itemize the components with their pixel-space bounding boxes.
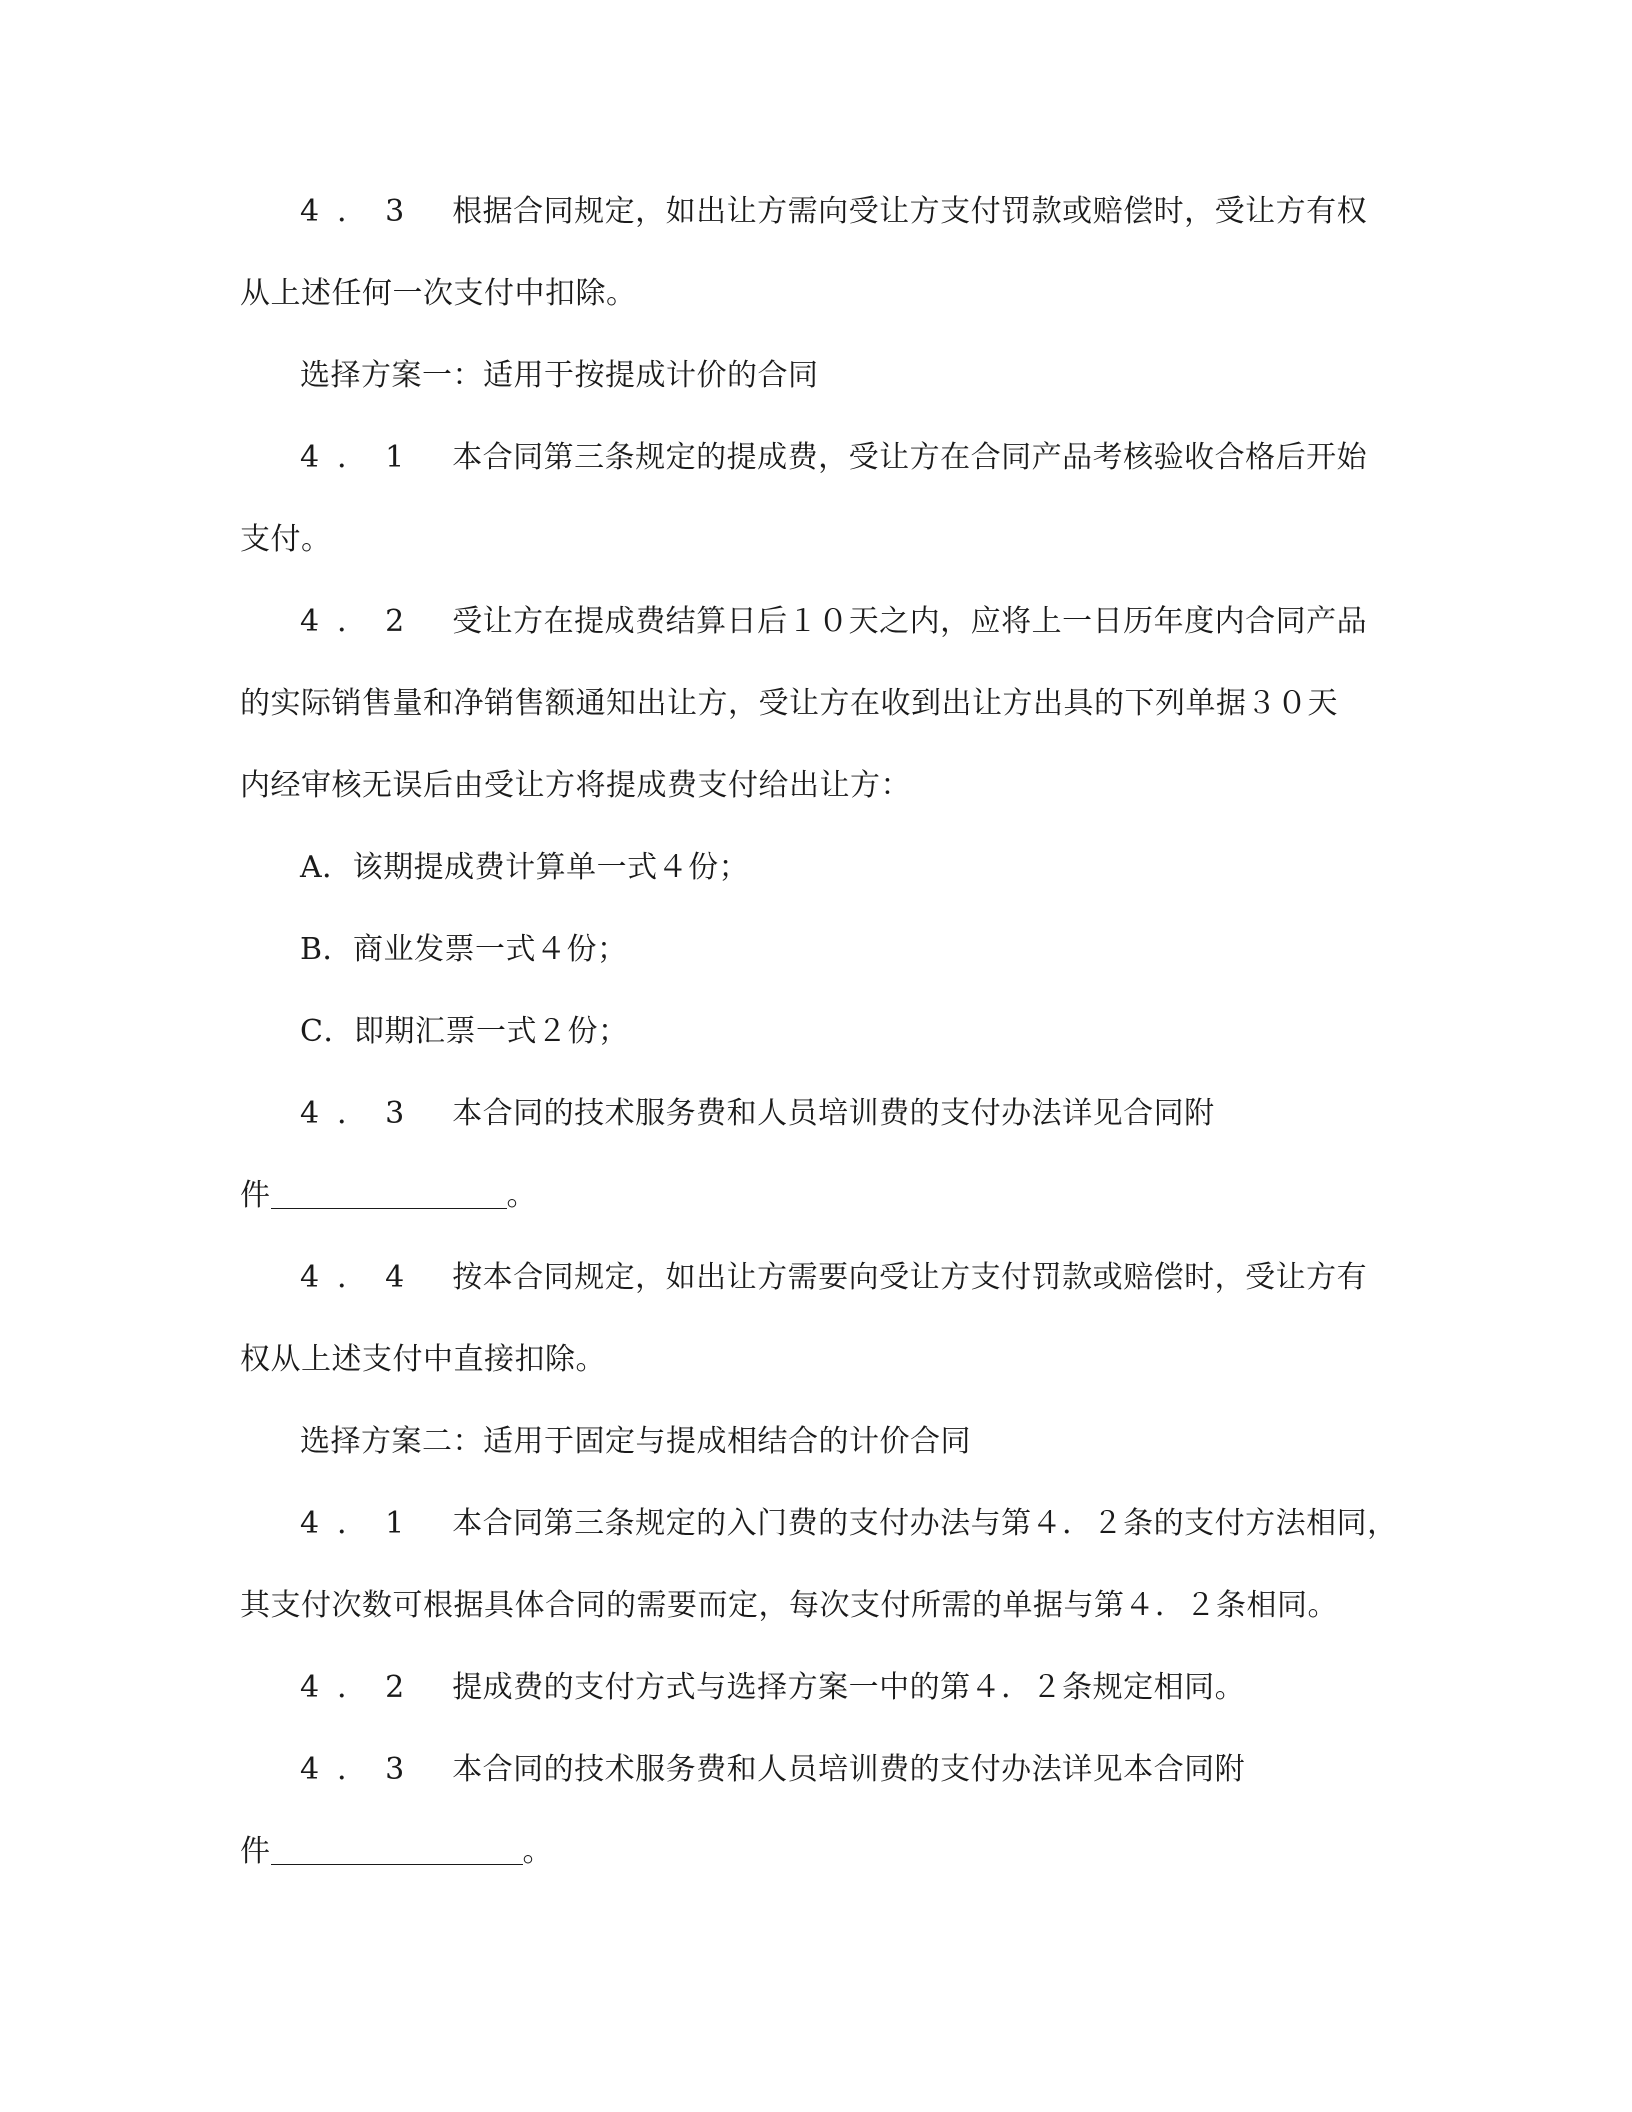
clause-number: 4．2	[300, 604, 423, 639]
paragraph-text: 权从上述支付中直接扣除。	[240, 1342, 606, 1377]
option-two-clause-4-3-line-1	[300, 1750, 1450, 1790]
clause-4-3-line-2	[240, 274, 1390, 314]
paragraph-text: 的实际销售量和净销售额通知出让方，受让方在收到出让方出具的下列单据３０天	[240, 686, 1338, 721]
option-two-heading	[300, 1422, 1450, 1462]
clause-number: 4．4	[300, 1260, 423, 1295]
option-two-clause-4-1-line-2	[240, 1586, 1390, 1626]
paragraph-text: 。	[522, 1834, 553, 1869]
list-item-text: B．商业发票一式４份；	[300, 932, 628, 967]
clause-text: 提成费的支付方式与选择方案一中的第４．２条规定相同。	[452, 1670, 1246, 1705]
option-one-clause-4-4-line-2	[240, 1340, 1390, 1380]
paragraph-text: 件	[240, 1834, 271, 1869]
clause-number: 4．3	[300, 194, 423, 229]
paragraph-text: 其支付次数可根据具体合同的需要而定，每次支付所需的单据与第４．２条相同。	[240, 1588, 1338, 1623]
clause-text: 根据合同规定，如出让方需向受让方支付罚款或赔偿时，受让方有权	[452, 194, 1368, 229]
clause-number: 4．2	[300, 1670, 423, 1705]
clause-text: 按本合同规定，如出让方需要向受让方支付罚款或赔偿时，受让方有	[452, 1260, 1368, 1295]
paragraph-text: 件	[240, 1178, 271, 1213]
clause-text: 本合同第三条规定的提成费，受让方在合同产品考核验收合格后开始	[452, 440, 1368, 475]
option-one-clause-4-3-line-2	[240, 1176, 1390, 1216]
list-item-b	[300, 930, 1450, 970]
option-two-clause-4-1-line-1	[300, 1504, 1450, 1544]
option-one-clause-4-1-line-2	[240, 520, 1390, 560]
clause-4-3-line-1	[300, 192, 1450, 232]
paragraph-text: 支付。	[240, 522, 332, 557]
option-one-clause-4-3-line-1	[300, 1094, 1450, 1134]
paragraph-text: 从上述任何一次支付中扣除。	[240, 276, 637, 311]
clause-text: 本合同的技术服务费和人员培训费的支付办法详见本合同附	[452, 1752, 1246, 1787]
option-two-clause-4-2	[300, 1668, 1450, 1708]
clause-number: 4．1	[300, 440, 423, 475]
clause-number: 4．3	[300, 1096, 423, 1131]
section-heading: 选择方案二：适用于固定与提成相结合的计价合同	[300, 1424, 971, 1459]
list-item-a	[300, 848, 1450, 888]
option-one-clause-4-2-line-1	[300, 602, 1450, 642]
option-one-heading	[300, 356, 1450, 396]
option-two-clause-4-3-line-2	[240, 1832, 1390, 1872]
clause-text: 本合同第三条规定的入门费的支付办法与第４．２条的支付方法相同，	[452, 1506, 1398, 1541]
paragraph-text: 内经审核无误后由受让方将提成费支付给出让方：	[240, 768, 911, 803]
paragraph-text: 。	[506, 1178, 537, 1213]
option-one-clause-4-2-line-2	[240, 684, 1390, 724]
clause-text: 本合同的技术服务费和人员培训费的支付办法详见合同附	[452, 1096, 1215, 1131]
option-one-clause-4-2-line-3	[240, 766, 1390, 806]
fill-in-blank[interactable]	[271, 1176, 507, 1209]
option-one-clause-4-1-line-1	[300, 438, 1450, 478]
clause-text: 受让方在提成费结算日后１０天之内，应将上一日历年度内合同产品	[452, 604, 1368, 639]
list-item-c	[300, 1012, 1450, 1052]
list-item-text: A．该期提成费计算单一式４份；	[300, 850, 750, 885]
list-item-text: C．即期汇票一式２份；	[300, 1014, 629, 1049]
option-one-clause-4-4-line-1	[300, 1258, 1450, 1298]
clause-number: 4．3	[300, 1752, 423, 1787]
fill-in-blank[interactable]	[271, 1832, 523, 1865]
clause-number: 4．1	[300, 1506, 423, 1541]
section-heading: 选择方案一：适用于按提成计价的合同	[300, 358, 819, 393]
